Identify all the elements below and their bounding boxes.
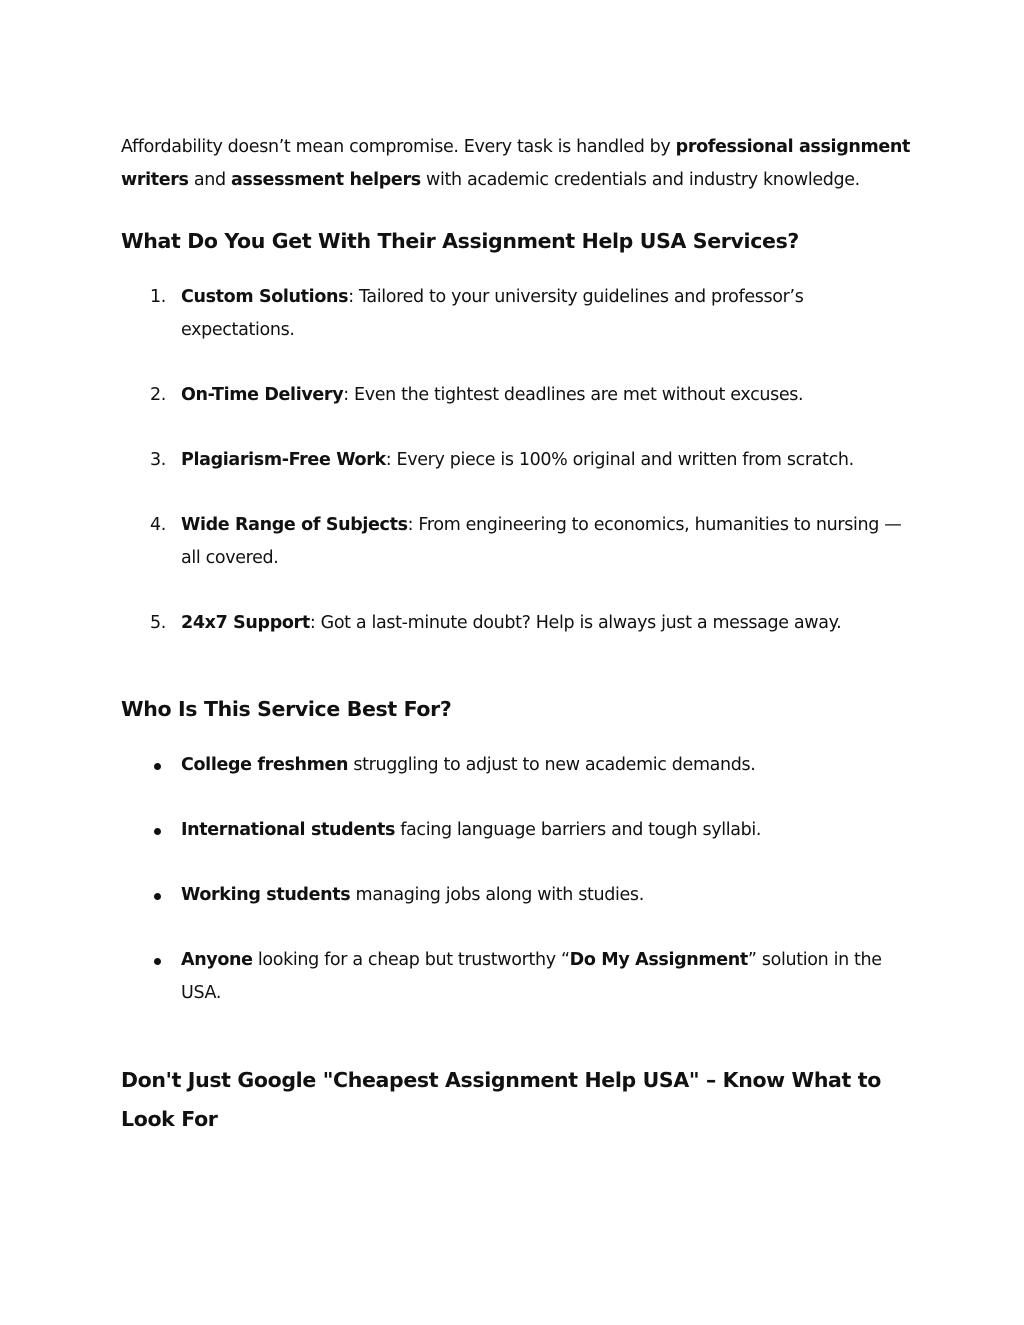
services-heading: What Do You Get With Their Assignment Help USA Services?: [121, 229, 799, 253]
list-number: 1.: [150, 287, 166, 307]
item-text: : Even the tightest deadlines are met without excuses.: [343, 385, 804, 405]
item-bold: Anyone: [181, 950, 253, 970]
item-bold: International students: [181, 820, 396, 840]
item-text: facing language barriers and tough syllabi.: [395, 820, 762, 840]
item-text: : Every piece is 100% original and written from scratch.: [385, 450, 854, 470]
document-page: [121, 131, 911, 1139]
item-bold-2: Do My Assignment: [569, 950, 748, 970]
list-number: 5.: [150, 613, 166, 633]
item-text: struggling to adjust to new academic demands.: [348, 755, 756, 775]
intro-text-2: and: [188, 170, 231, 190]
list-item: [121, 379, 911, 412]
list-item: [121, 879, 911, 912]
item-title: On-Time Delivery: [181, 385, 344, 405]
intro-bold-1: professional assignment writers: [121, 137, 911, 190]
item-title: Plagiarism-Free Work: [181, 450, 386, 470]
item-text: : From engineering to economics, humanities to nursing — all covered.: [181, 515, 902, 568]
list-number: 2.: [150, 385, 166, 405]
list-item: [121, 607, 911, 640]
item-text-2: ” solution in the USA.: [181, 950, 882, 1003]
bullet-icon: [154, 763, 161, 770]
intro-paragraph: [121, 131, 911, 197]
bullet-icon: [154, 958, 161, 965]
item-title: 24x7 Support: [181, 613, 310, 633]
list-item: [121, 749, 911, 782]
item-title: Wide Range of Subjects: [181, 515, 408, 535]
list-item: [121, 509, 911, 575]
item-text: : Got a last-minute doubt? Help is always just a message away.: [309, 613, 842, 633]
item-text: : Tailored to your university guidelines and professor’s expectations.: [181, 287, 804, 340]
services-list: [121, 281, 911, 640]
list-item: [121, 281, 911, 347]
item-bold: College freshmen: [181, 755, 349, 775]
bullet-icon: [154, 893, 161, 900]
item-title: Custom Solutions: [181, 287, 349, 307]
intro-text-3: with academic credentials and industry knowledge.: [420, 170, 860, 190]
item-text: managing jobs along with studies.: [350, 885, 644, 905]
bullet-icon: [154, 828, 161, 835]
list-number: 3.: [150, 450, 166, 470]
intro-bold-2: assessment helpers: [230, 170, 421, 190]
audience-heading: Who Is This Service Best For?: [121, 697, 452, 721]
list-item: [121, 444, 911, 477]
google-heading: Don't Just Google "Cheapest Assignment Help USA" – Know What to Look For: [121, 1068, 881, 1131]
intro-text-1: Affordability doesn’t mean compromise. Every task is handled by: [121, 137, 676, 157]
list-item: [121, 944, 911, 1010]
item-bold: Working students: [181, 885, 351, 905]
audience-list: [121, 749, 911, 1010]
list-number: 4.: [150, 515, 166, 535]
item-text: looking for a cheap but trustworthy “: [252, 950, 570, 970]
list-item: [121, 814, 911, 847]
